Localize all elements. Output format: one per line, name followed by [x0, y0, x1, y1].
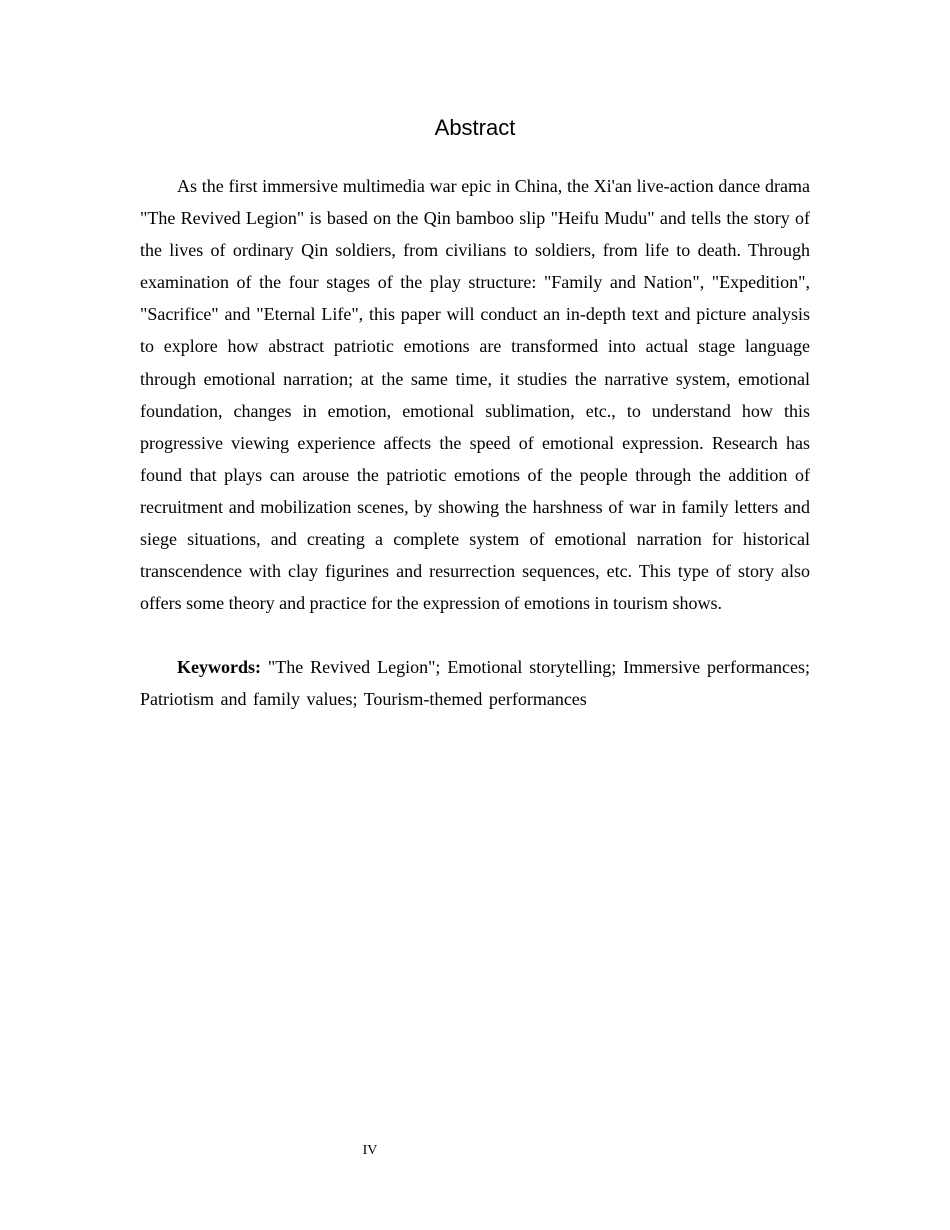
keywords-label: Keywords: — [177, 657, 261, 677]
page-number: IV — [362, 1143, 378, 1158]
keywords-paragraph — [140, 651, 810, 715]
keywords-list: "The Revived Legion"; Emotional storytelling; Immersive performances; Patriotism and family values; Tourism-themed performances — [140, 657, 810, 710]
abstract-title: Abstract — [434, 115, 516, 140]
abstract-body: As the first immersive multimedia war epic in China, the Xi'an live-action dance drama "The Revived Legion" is based on the Qin bamboo slip "Heifu Mudu" and tells the story of the lives of ordinary Qin soldiers, from civilians to soldiers, from life to death. Through examination of the four stages of the play structure: "Family and Nation", "Expedition", "Sacrifice" and "Eternal Life", this paper will conduct an in-depth text and picture analysis to explore how abstract patriotic emotions are transformed into actual stage language through emotional narration; at the same time, it studies the narrative system, emotional foundation, changes in emotion, emotional sublimation, etc., to understand how this progressive viewing experience affects the speed of emotional expression. Research has found that plays can arouse the patriotic emotions of the people through the addition of recruitment and mobilization scenes, by showing the harshness of war in family letters and siege situations, and creating a complete system of emotional narration for historical transcendence with clay figurines and resurrection sequences, etc. This type of story also offers some theory and practice for the expression of emotions in tourism shows. — [140, 176, 810, 614]
